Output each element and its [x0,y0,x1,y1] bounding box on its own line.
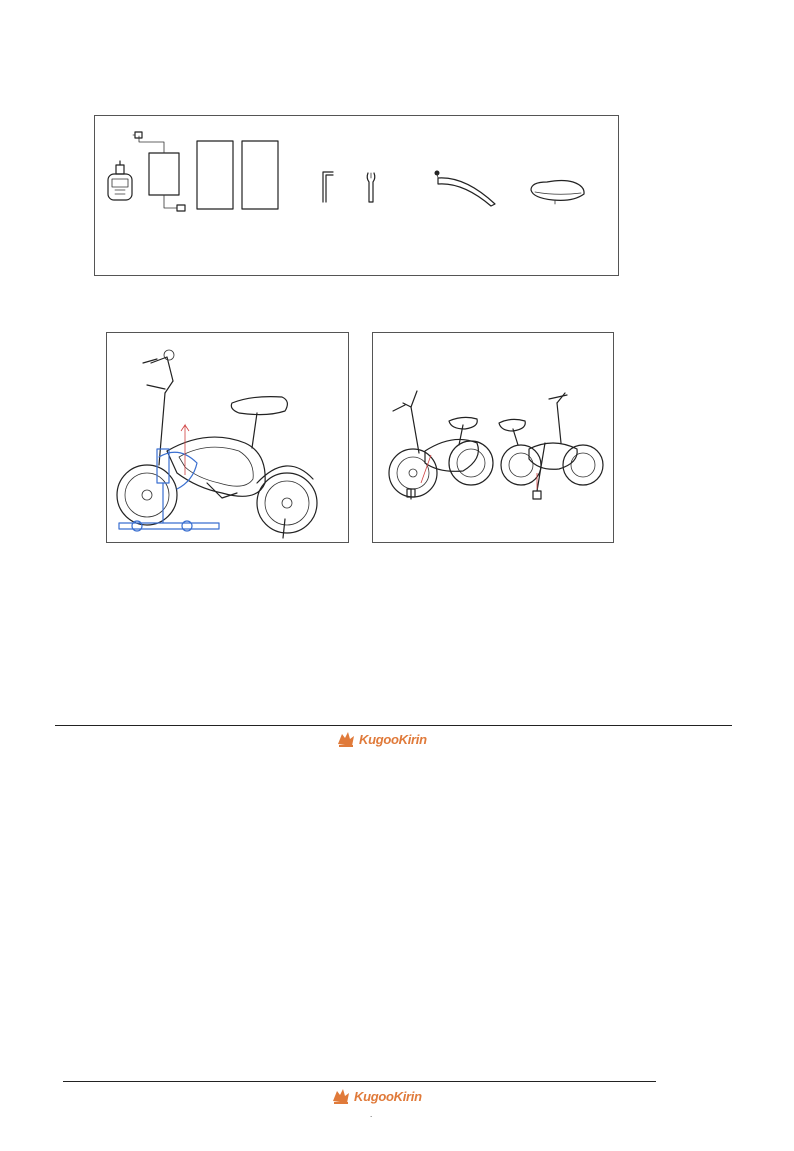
dragon-logo-icon [331,1087,351,1105]
footer-divider [63,1081,656,1082]
footer-logo-text: KugooKirin [354,1088,422,1104]
assembly-figure-right [372,332,614,543]
brand-logo [336,730,427,748]
wrench-icon [367,173,375,202]
bell-icon [108,161,132,200]
charger-icon [133,132,185,211]
dragon-logo-icon [336,730,356,748]
saddle-icon [531,181,584,205]
bike-folded-icon [389,391,493,499]
bike-unfolded-icon [499,393,603,499]
fender-icon [435,171,496,207]
bike-assembly-icon [107,333,348,542]
page-divider [55,725,732,726]
assembly-figure-left [106,332,349,543]
footer-logo [331,1087,422,1105]
manual-icon [197,141,278,209]
accessories-figure [94,115,619,276]
page-mark: . [370,1110,373,1119]
hex-key-icon [323,172,333,202]
brand-logo-text: KugooKirin [359,731,427,747]
